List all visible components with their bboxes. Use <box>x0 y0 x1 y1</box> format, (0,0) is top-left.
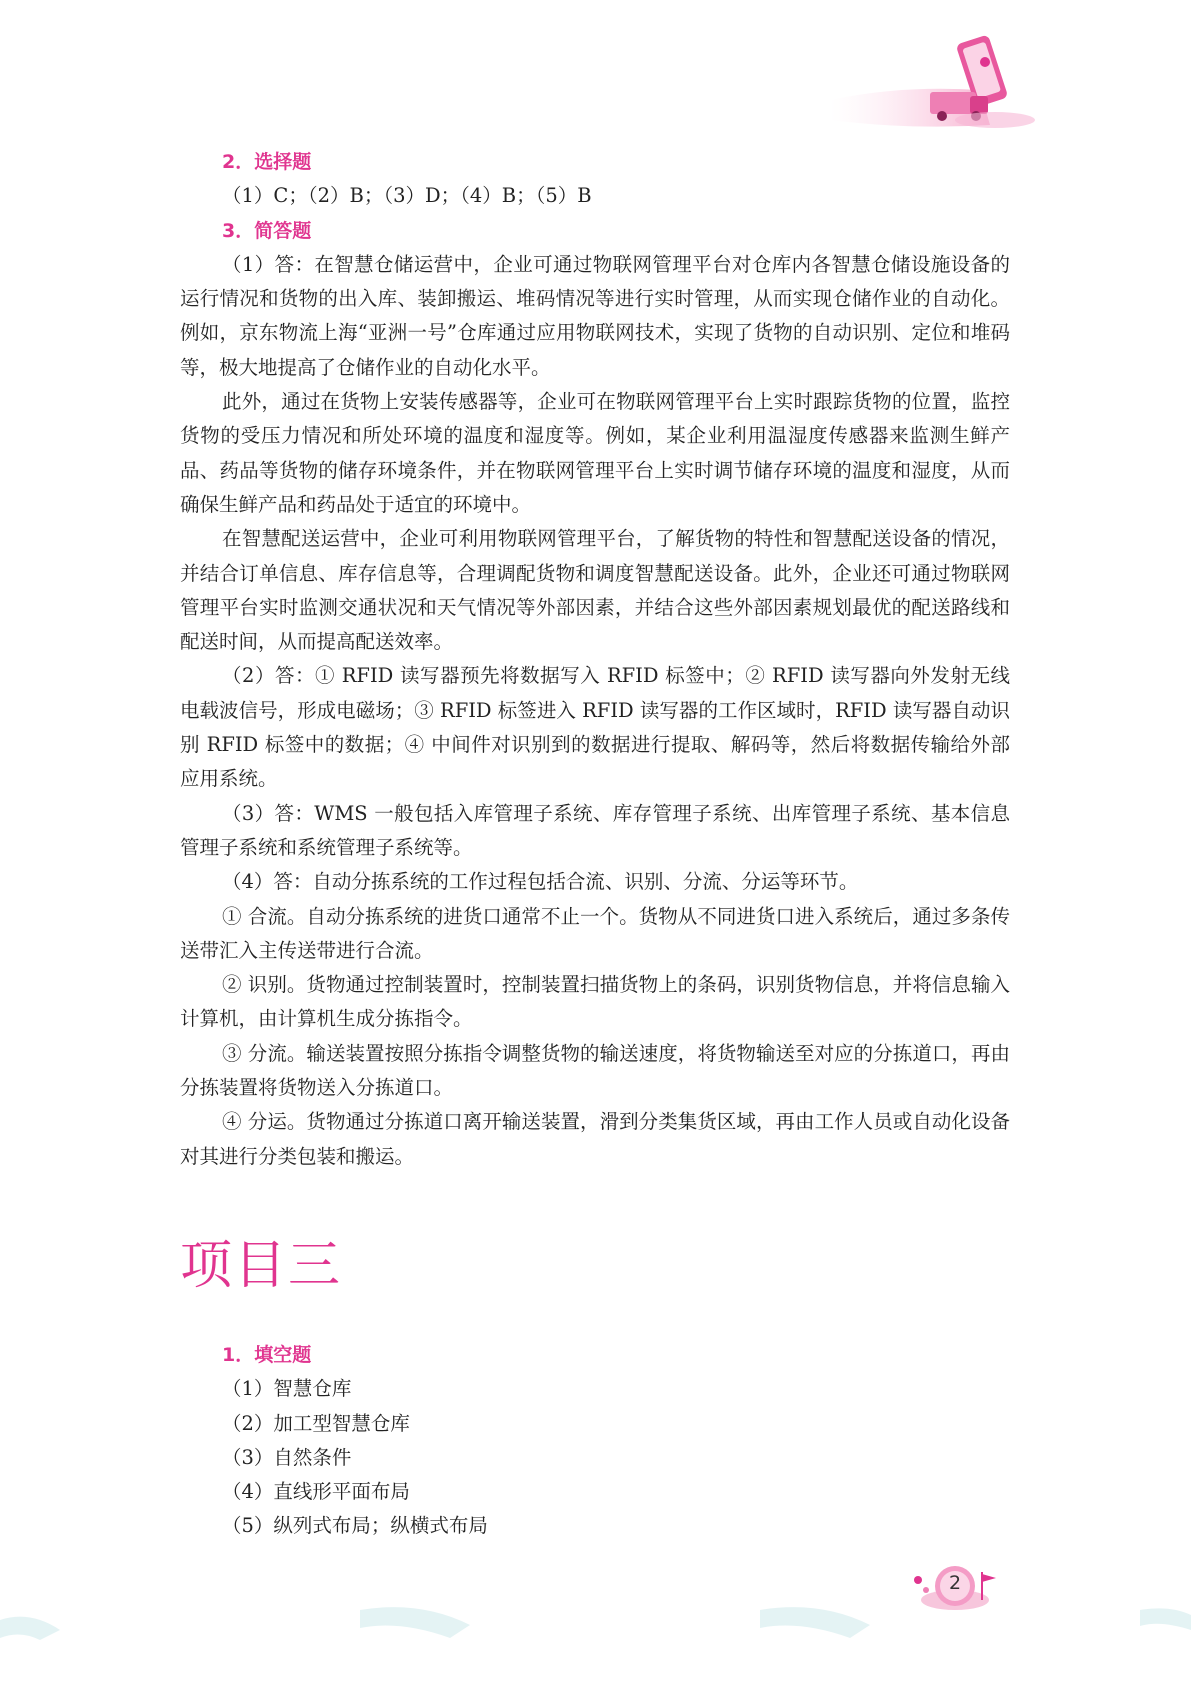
watermark-decoration <box>0 1600 1191 1684</box>
paragraph: （1）答：在智慧仓储运营中，企业可通过物联网管理平台对仓库内各智慧仓储设施设备的运行情况和货物的出入库、装卸搬运、堆码情况等进行实时管理，从而实现仓储作业的自动化。例如，京东物流上海“亚洲一号”仓库通过应用物联网技术，实现了货物的自动识别、定位和堆码等，极大地提高了仓储作业的自动化水平。 <box>180 252 1010 379</box>
paragraph: 在智慧配送运营中，企业可利用物联网管理平台，了解货物的特性和智慧配送设备的情况，并结合订单信息、库存信息等，合理调配货物和调度智慧配送设备。此外，企业还可通过物联网管理平台实时监测交通状况和天气情况等外部因素，并结合这些外部因素规划最优的配送路线和配送时间，从而提高配送效率。 <box>180 527 1010 654</box>
list-item: （3）自然条件 <box>222 1445 352 1469</box>
paragraph: ② 识别。货物通过控制装置时，控制装置扫描货物上的条码，识别货物信息，并将信息输入计算机，由计算机生成分拣指令。 <box>180 973 1010 1031</box>
page-number: 2 <box>948 1572 962 1594</box>
paragraph: （4）答：自动分拣系统的工作过程包括合流、识别、分流、分运等环节。 <box>222 870 859 894</box>
list-item: （5）纵列式布局；纵横式布局 <box>222 1514 488 1538</box>
page-content <box>180 145 1010 1544</box>
section-heading-choice: 2．选择题 <box>222 151 312 173</box>
choice-answers: （1）C；（2）B；（3）D；（4）B；（5）B <box>222 184 592 208</box>
section-heading-fill-blank: 1．填空题 <box>222 1343 312 1366</box>
paragraph: ③ 分流。输送装置按照分拣指令调整货物的输送速度，将货物输送至对应的分拣道口，再由分拣装置将货物送入分拣道口。 <box>180 1041 1010 1100</box>
list-item: （2）加工型智慧仓库 <box>222 1411 410 1435</box>
paragraph: ④ 分运。货物通过分拣道口离开输送装置，滑到分类集货区域，再由工作人员或自动化设备对其进行分类包装和搬运。 <box>180 1110 1010 1168</box>
project-title: 项目三 <box>180 1235 343 1296</box>
paragraph: （2）答：① RFID 读写器预先将数据写入 RFID 标签中；② RFID 读写器向外发射无线电载波信号，形成电磁场；③ RFID 标签进入 RFID 读写器的工作区域时，RFID 读写器自动识别 RFID 标签中的数据；④ 中间件对识别到的数据进行提取、解码等，然后将数据传输给外部应用系统。 <box>180 664 1010 791</box>
section-heading-short-answer: 3．简答题 <box>222 219 312 242</box>
header-truck-phone-illustration <box>830 30 1040 140</box>
list-item: （1）智慧仓库 <box>222 1377 352 1401</box>
paragraph: （3）答：WMS 一般包括入库管理子系统、库存管理子系统、出库管理子系统、基本信息管理子系统和系统管理子系统等。 <box>180 801 1010 859</box>
list-item: （4）直线形平面布局 <box>222 1480 410 1504</box>
paragraph: ① 合流。自动分拣系统的进货口通常不止一个。货物从不同进货口进入系统后，通过多条传送带汇入主传送带进行合流。 <box>180 904 1010 962</box>
paragraph: 此外，通过在货物上安装传感器等，企业可在物联网管理平台上实时跟踪货物的位置，监控货物的受压力情况和所处环境的温度和湿度等。例如，某企业利用温湿度传感器来监测生鲜产品、药品等货物的储存环境条件，并在物联网管理平台上实时调节储存环境的温度和湿度，从而确保生鲜产品和药品处于适宜的环境中。 <box>180 390 1010 516</box>
